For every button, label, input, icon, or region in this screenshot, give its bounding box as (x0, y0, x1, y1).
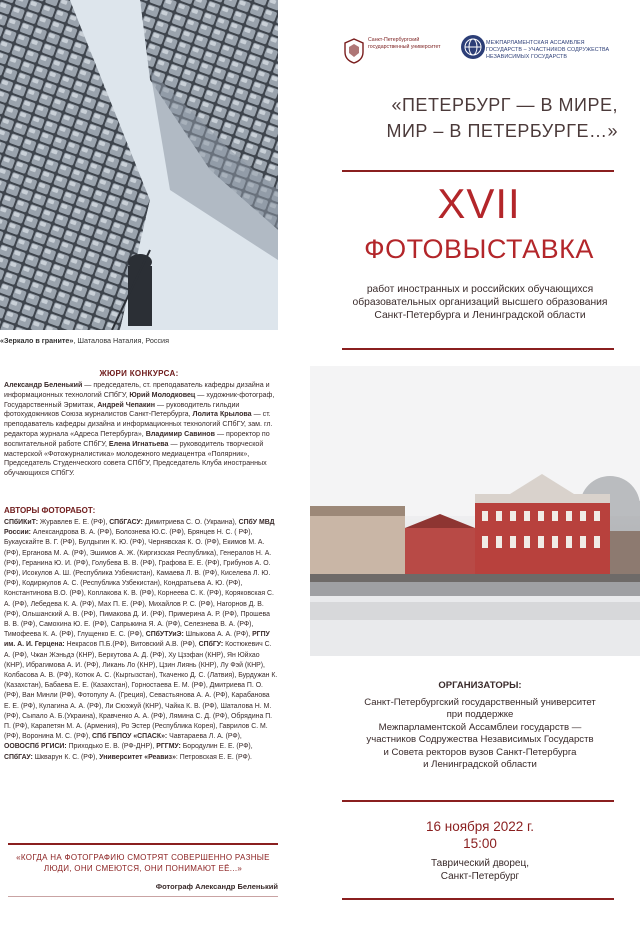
authors-name: РГПУ им. А. И. Герцена: (4, 631, 270, 649)
organizer-line: участников Содружества Независимых Государств (366, 734, 594, 746)
edition-number: XVII (437, 180, 521, 227)
caption-author: , Шаталова Наталия, Россия (73, 336, 169, 345)
jury-name: Андрей Чепакин (97, 400, 156, 409)
jury-text: — руководитель творческой мастерской «Фотожурналистика» молодежного медиацентра «Полярник», Председатель Студенческого совета СПбГУ, Председатель Клуба иностранных обучающихся СПбГУ. (4, 439, 267, 478)
ipa-cis-logo-text: МЕЖПАРЛАМЕНТСКАЯ АССАМБЛЕЯ ГОСУДАРСТВ – УЧАСТНИКОВ СОДРУЖЕСТВА НЕЗАВИСИМЫХ ГОСУДАРСТВ (486, 40, 610, 60)
authors-text: : Петровская Е. Е. (РФ). (175, 753, 252, 761)
authors-heading: АВТОРЫ ФОТОРАБОТ: (4, 506, 96, 515)
jury-name: Лолита Крылова (192, 410, 252, 419)
motto-line-2: МИР – В ПЕТЕРБУРГЕ…» (386, 121, 618, 141)
authors-name: ООВОСПб РГИСИ: (4, 743, 67, 751)
organizers-heading: ОРГАНИЗАТОРЫ: (438, 680, 522, 691)
title-top-divider (342, 170, 614, 172)
authors-name: СПбУ МВД России: (4, 519, 275, 537)
photo-caption (0, 336, 278, 345)
organizer-line: и Ленинградской области (423, 759, 537, 771)
motto-line-1: «ПЕТЕРБУРГ — В МИРЕ, (391, 95, 618, 115)
event-venue (340, 857, 620, 883)
spbu-logo-text: Санкт-Петербургский государственный университет (368, 37, 441, 50)
authors-name: СПбУТУиЭ: (145, 631, 184, 639)
authors-text: Александрова В. А. (РФ), Болознева Ю.С. (РФ), Брянцев Н. С. ( РФ), Букаускайте В. Г. (РФ), Булдыгин К. Ю. (РФ), Чернявская К. О. (РФ), Екимов М. А. (РФ), Ерганова М. А. (РФ), Эшимов А. Ж. (Киргизская Республика), Генералов Н. А. (РФ), Геранина Ю. И. (РФ), Голубева В. В. (РФ), Графова Е. Е. (РФ), Грибунов А. О. (РФ), Исокулов А. Ш. (Республика Узбекистан), Камаева Л. В. (РФ), Киселева Л. Ю. (РФ), Кодиржулов А. С. (Республика Узбекистан), Кондратьева А. Ю. (РФ), Константинова В.О. (РФ), Коплакова К. В. (РФ), Корнеева С. К. (РФ), Коряковская С. А. (РФ), Лебедева К. А. (РФ), Мах П. Е. (РФ), Михайлов Р. С. (РФ), Нагорнов Д. В. (РФ), Ольшанский А. В. (РФ), Пимакова Д. И. (РФ), Примерина А. Р. (РФ), Прошева В. В. (РФ), Самохина Ю. Е. (РФ), Сапрыкина Я. А. (РФ), Селезнева В. А. (РФ), Тимофеева К. А. (РФ), Глущенко Е. С. (РФ), (4, 529, 274, 639)
authors-name: Университет «Реавиз» (99, 753, 176, 761)
jury-heading: ЖЮРИ КОНКУРСА: (99, 369, 179, 378)
authors-name: СПбГУ: (198, 641, 224, 649)
exhibition-photo (0, 0, 278, 330)
quote-text: «КОГДА НА ФОТОГРАФИЮ СМОТРЯТ СОВЕРШЕННО РАЗНЫЕ ЛЮДИ, ОНИ СМЕЮТСЯ, ОНИ ПОНИМАЮТ ЕЁ...» (16, 853, 270, 873)
authors-text: Костюкевич С. А. (РФ), Чжан Жэньдэ (КНР), Беркутова А. Д. (РФ), Ху Цзэфан (КНР), Ян Юйхао (КНР), Ибрагимова А. И. (РФ), Ликань Ло (КНР), Цзин Лиянь (КНР), Лу Фэй (КНР), Колбасова А. В. (РФ), Котюк А. С. (Кыргызстан), Ткаченко Д. С. (Латвия), Бурдужан К. (Казахстан), Бабаева Е. Е. (Казахстан), Горностаева Е. М. (РФ), Дмитриева П. О. (РФ), Ван Минли (РФ), Фотопулу А. (Греция), Севастьянова А. А. (РФ), Карабанова Е. Е. (РФ), Кулагина А. А. (РФ), Ли Сюэжуй (КНР), Чайка К. В. (РФ), Шаталова Н. М. (РФ), Сыпало А. Б.(Украина), Кравченко А. А. (РФ), Лямина С. Д. (РФ), Обрядина П. П. (РФ), Карапетян М. А. (Армения), Ро Эстер (Республика Корея), Гаврилов С. М. (РФ), Воронина М. С. (РФ), (4, 641, 278, 741)
jury-text: — художник-фотограф, Государственный Эрмитаж, (4, 390, 275, 409)
venue-bottom-divider (342, 898, 614, 900)
authors-text: Журавлев Е. Е. (РФ), (38, 519, 110, 526)
jury-name: Юрий Молодковец (129, 390, 196, 399)
authors-text: Димитриева С. О. (Украина), (142, 519, 239, 526)
twelve-collegia-photo (310, 366, 640, 656)
caption-title: «Зеркало в граните» (0, 336, 74, 345)
authors-name: СПбГАУ: (4, 753, 33, 761)
ipa-globe-icon (460, 34, 486, 60)
jury-name: Владимир Савинов (145, 429, 215, 438)
jury-text: — руководитель гильдии фотохудожников Союза журналистов Санкт-Петербурга, (4, 400, 240, 419)
authors-text: Некрасов П.Б.(РФ), Витовский А.В. (РФ), (64, 641, 199, 649)
venue-line-1: Таврический дворец, (430, 858, 529, 869)
city-view-illustration (310, 366, 640, 656)
quote-top-divider (8, 843, 278, 845)
authors-text: Шпыкова А. А. (РФ), (183, 631, 253, 639)
organizer-line: Санкт-Петербургский государственный университет (364, 697, 596, 708)
authors-text: Приходько Е. В. (РФ-ДНР), (66, 743, 157, 751)
event-time: 15:00 (463, 836, 497, 851)
jury-name: Александр Беленький (4, 381, 83, 389)
organizers-list (336, 697, 624, 771)
jury-text: — ст. преподаватель кафедры дизайна и информационных технологий СПбГУ, зам. гл. редактора журнала «Адреса Петербурга», (4, 410, 273, 438)
authors-text: Шкварун К. С. (РФ), (32, 753, 100, 761)
quote-bottom-divider (8, 896, 278, 897)
organizer-line: и Совета ректоров вузов Санкт-Петербурга (383, 746, 577, 758)
jury-name: Елена Игнатьева (108, 439, 169, 448)
date-top-divider (342, 800, 614, 802)
event-date: 16 ноября 2022 г. (426, 819, 534, 834)
event-datetime (340, 818, 620, 852)
jury-list (4, 381, 276, 479)
photo-illustration (0, 0, 278, 330)
jury-text: — проректор по воспитательной работе СПбГУ, (4, 429, 270, 448)
authors-name: СПбГАСУ: (109, 519, 143, 526)
authors-list (4, 518, 278, 763)
title-bottom-divider (342, 348, 614, 350)
authors-text: Чавтараева Л. А. (РФ), (167, 733, 242, 741)
quote-author: Фотограф Александр Беленький (155, 882, 278, 891)
organizer-line: при поддержке (446, 709, 514, 721)
exhibition-title: ФОТОВЫСТАВКА (364, 234, 594, 264)
authors-text: Бородулин Е. Е. (РФ), (180, 743, 253, 751)
authors-name: РГГМУ: (156, 743, 181, 751)
exhibition-motto (338, 92, 618, 144)
authors-name: СПб ГБПОУ «СПАСК»: (92, 733, 168, 741)
venue-line-2: Санкт-Петербург (440, 871, 520, 882)
jury-text: — председатель, ст. преподаватель кафедры дизайна и информационных технологий СПбГУ, (4, 381, 270, 399)
organizer-line: Межпарламентской Ассамблеи государств — (378, 721, 582, 733)
exhibition-description: работ иностранных и российских обучающихся образовательных организаций высшего образования Санкт-Петербурга и Ленинградской области (352, 284, 608, 322)
spbu-emblem-icon (343, 38, 365, 64)
authors-name: СПбИКиТ: (4, 519, 38, 526)
